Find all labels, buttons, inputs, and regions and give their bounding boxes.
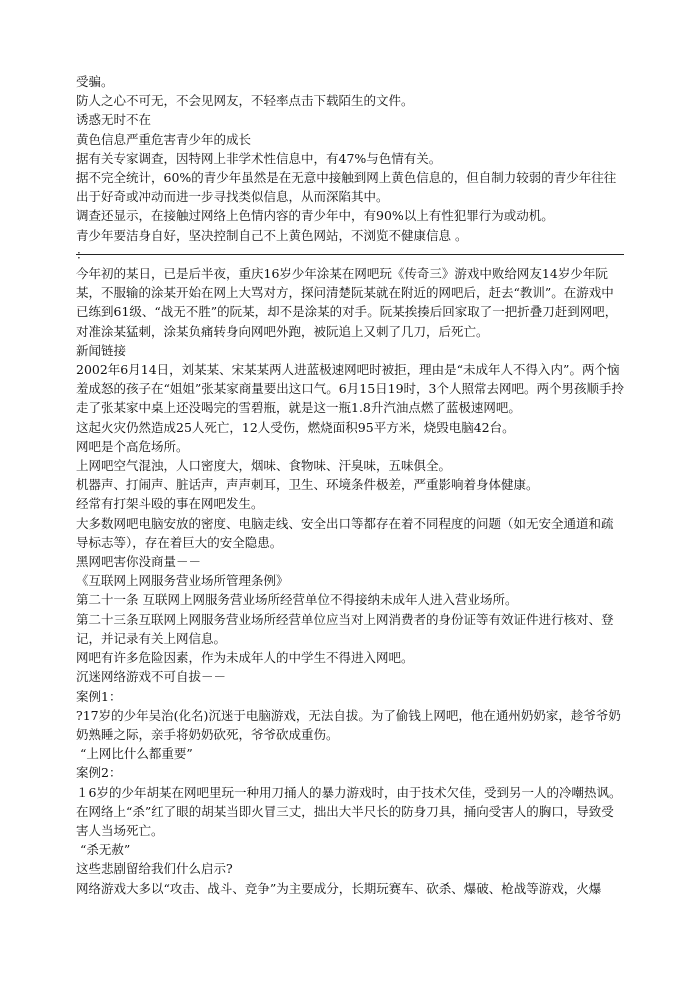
text-line: 调查还显示，在接触过网络上色情内容的青少年中，有90%以上有性犯罪行为或动机。 — [76, 208, 554, 224]
text-line: 网吧是个高危场所。 — [76, 438, 189, 454]
section-heading: 诱惑无时不在 — [76, 112, 152, 128]
text-line: 青少年要洁身自好，坚决控制自己不上黄色网站，不浏览不健康信息 。 — [76, 227, 468, 243]
section-heading: 黑网吧害你没商量－－ — [76, 554, 202, 570]
paragraph: 大多数网吧电脑安放的密度、电脑走线、安全出口等都存在着不同程度的问题（如无安全通道和疏导标志等），存在着巨大的安全隐患。 — [76, 515, 614, 550]
paragraph: 2002年6月14日，刘某某、宋某某两人进蓝极速网吧时被拒，理由是“未成年人不得入内”。两个恼羞成怒的孩子在“姐姐”张某家商量要出这口气。6月15日19时，3个人照常去网吧。两个男孩顺手拎走了张某家中桌上还没喝完的雪碧瓶，就是这一瓶1.8升汽油点燃了蓝极速网吧。 — [76, 362, 624, 416]
section-heading: 沉迷网络游戏不可自拔－－ — [76, 669, 227, 685]
paragraph: １6岁的少年胡某在网吧里玩一种用刀捅人的暴力游戏时，由于技术欠佳，受到另一人的冷嘲热讽。在网络上“杀”红了眼的胡某当即火冒三丈，拙出大半尺长的防身刀具，捅向受害人的胸口，导致受害人当场死亡。 — [76, 784, 622, 838]
paragraph: 今年初的某日，已是后半夜，重庆16岁少年涂某在网吧玩《传奇三》游戏中败给网友14岁少年阮某，不服输的涂某开始在网上大骂对方，探问清楚阮某就在附近的网吧后，赶去“教训”。在游戏中已练到61级、“战无不胜”的阮某，却不是涂某的对手。阮某挨揍后回家取了一把折叠刀赶到网吧，对准涂某猛刺，涂某负痛转身向网吧外跑，被阮追上又刺了几刀，后死亡。 — [76, 266, 618, 339]
paragraph: 据不完全统计，60%的青少年虽然是在无意中接触到网上黄色信息的，但自制力较弱的青少年往往出于好奇或冲动而进一步寻找类似信息，从而深陷其中。 — [76, 170, 617, 205]
section-heading: 黄色信息严重危害青少年的成长 — [76, 131, 252, 147]
text-line: 网吧有许多危险因素，作为未成年人的中学生不得进入网吧。 — [76, 650, 414, 666]
text-line: 这起火灾仍然造成25人死亡，12人受伤，燃烧面积95平方米，烧毁电脑42台。 — [76, 419, 515, 435]
text-line: 第二十一条 互联网上网服务营业场所经营单位不得接纳未成年人进入营业场所。 — [76, 592, 518, 608]
section-heading: 新闻链接 — [76, 342, 127, 358]
text-line: 防人之心不可无，不会见网友，不轻率点击下载陌生的文件。 — [76, 93, 414, 109]
text-line: 机器声、打闹声、脏话声，声声刺耳，卫生、环境条件极差，严重影响着身体健康。 — [76, 477, 539, 493]
text-line: 据有关专家调查，因特网上非学术性信息中，有47%与色情有关。 — [76, 150, 442, 166]
quote-line: “上网比什么都重要” — [80, 746, 193, 762]
case-label: 案例2： — [76, 765, 122, 781]
quote-line: “杀无赦” — [80, 842, 131, 858]
text-line: 受骗。 — [76, 74, 114, 89]
text-line: 经常有打架斗殴的事在网吧发生。 — [76, 496, 264, 512]
text-line: ： — [76, 246, 89, 262]
document-body — [76, 72, 624, 898]
text-line: 网络游戏大多以“攻击、战斗、竞争”为主要成分，长期玩赛车、砍杀、爆破、枪战等游戏，火爆 — [76, 880, 602, 896]
case-label: 案例1： — [76, 688, 122, 704]
text-line: 这些悲剧留给我们什么启示? — [76, 861, 233, 877]
paragraph: 第二十三条互联网上网服务营业场所经营单位应当对上网消费者的身份证等有效证件进行核对、登记，并记录有关上网信息。 — [76, 611, 614, 646]
paragraph: ?17岁的少年吴治(化名)沉迷于电脑游戏，无法自拔。为了偷钱上网吧，他在通州奶奶家，趁爷爷奶奶熟睡之际，亲手将奶奶砍死，爷爷砍成重伤。 — [76, 707, 621, 742]
text-line: 上网吧空气混浊，人口密度大，烟味、食物味、汗臭味，五味俱全。 — [76, 458, 452, 474]
text-line: 《互联网上网服务营业场所管理条例》 — [76, 573, 289, 589]
